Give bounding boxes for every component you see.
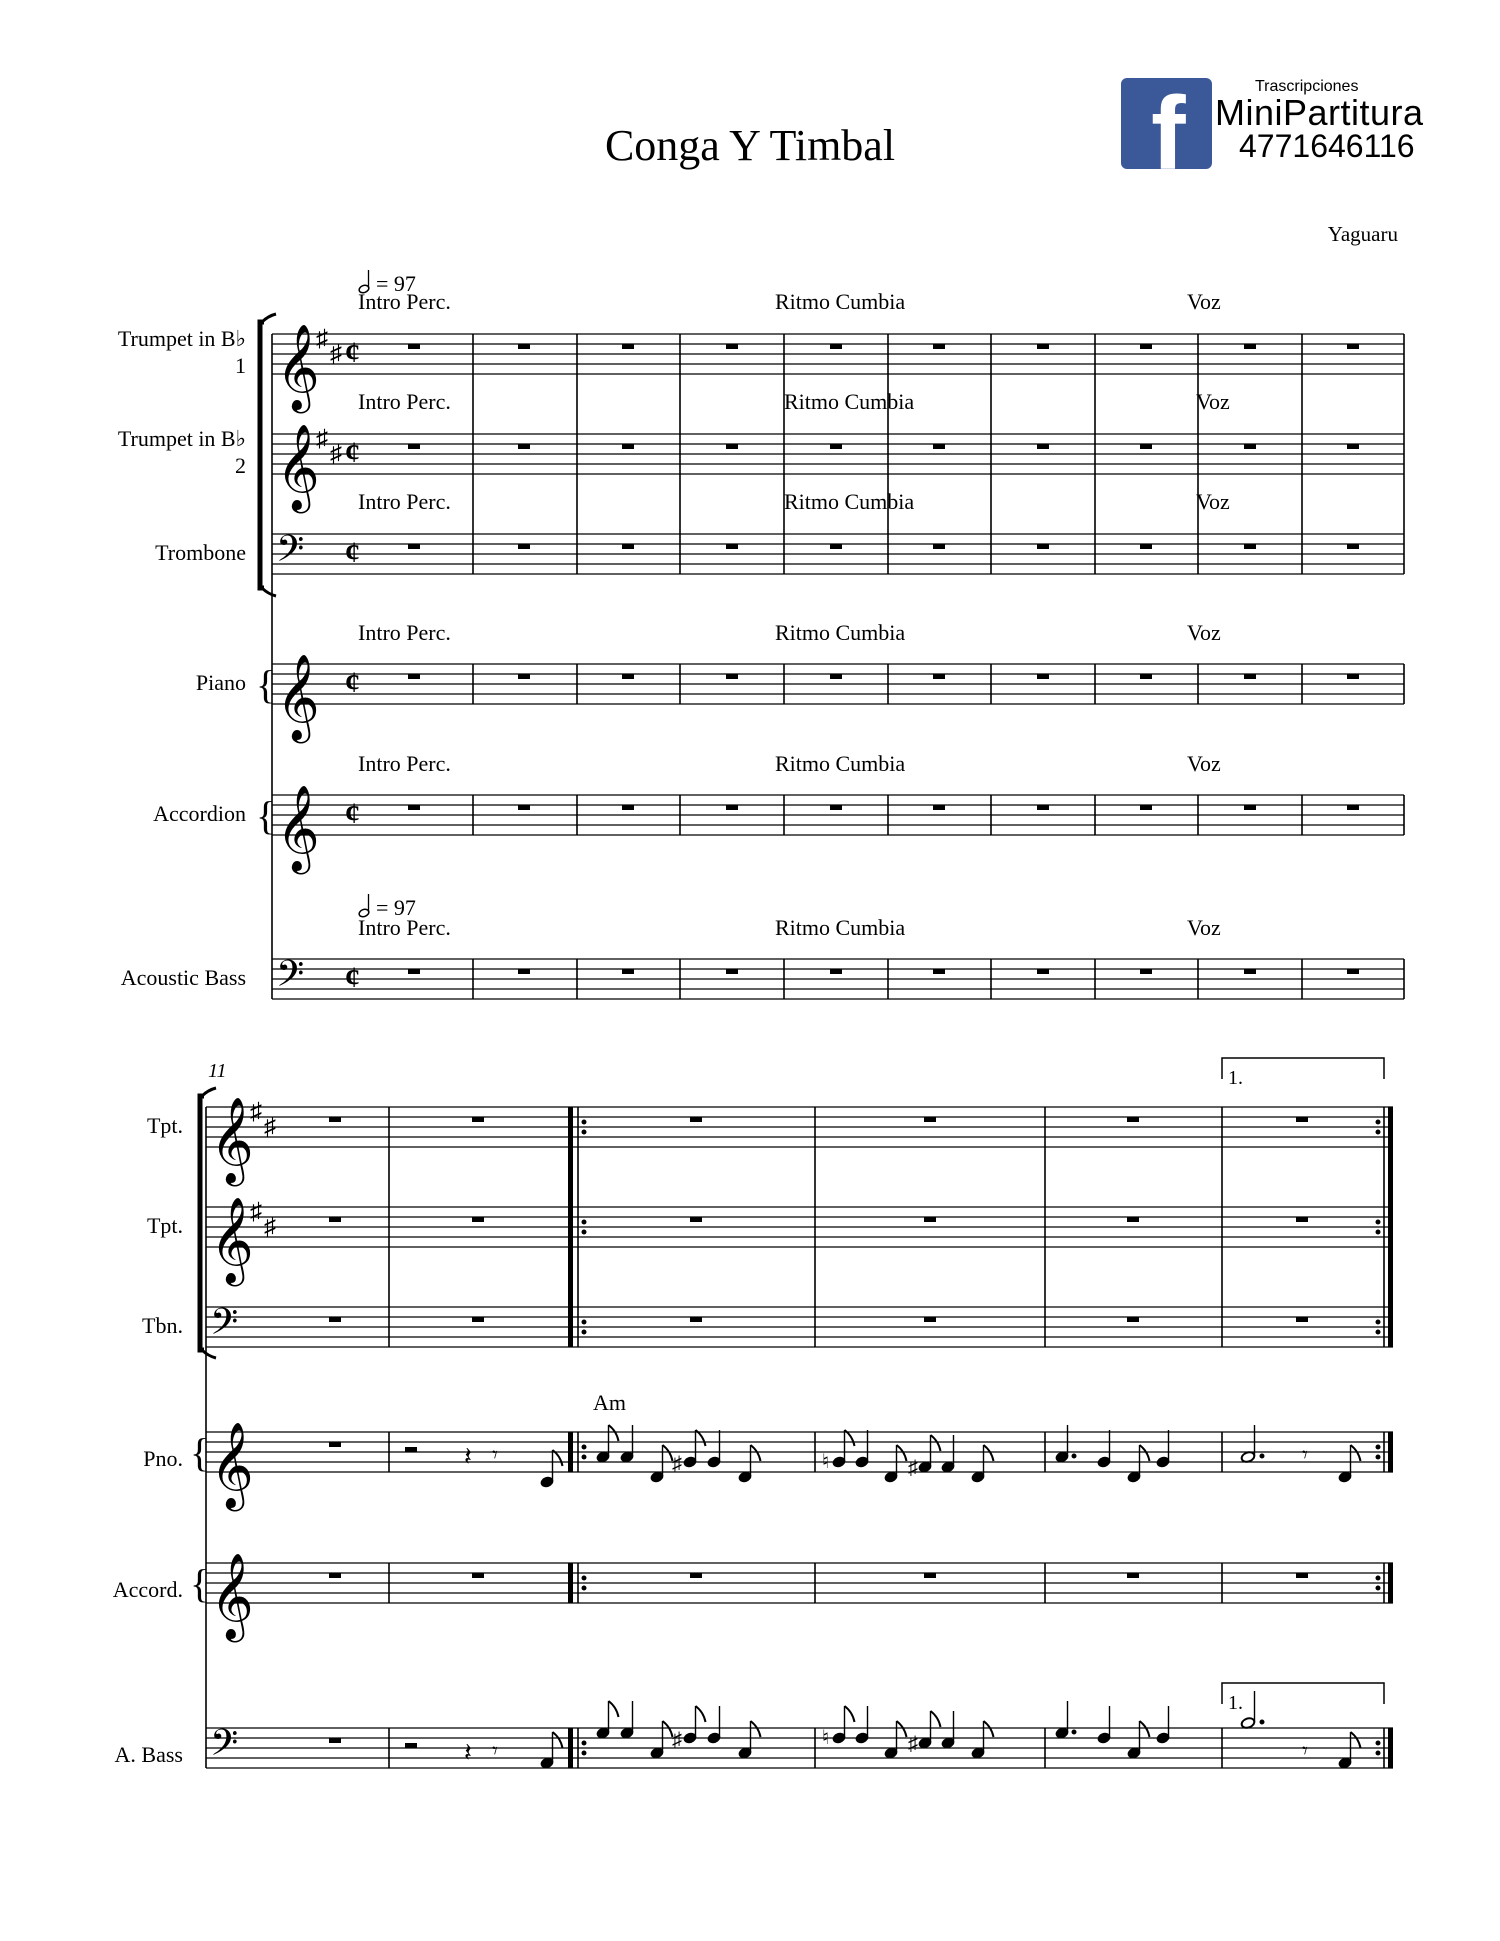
badge-brand-name: MiniPartitura xyxy=(1215,92,1424,133)
key-sharp-c: ♯ xyxy=(330,441,342,467)
key-sharp-c: ♯ xyxy=(264,1214,276,1240)
cut-time-icon: ¢ xyxy=(345,797,360,830)
score-title: Conga Y Timbal xyxy=(604,121,896,170)
cut-time-icon: ¢ xyxy=(345,336,360,369)
measure-number: 11 xyxy=(208,1060,227,1082)
instrument-number-trumpet-2: 2 xyxy=(235,453,246,478)
mark-intro: Intro Perc. xyxy=(358,751,451,776)
mark-voz: Voz xyxy=(1187,620,1221,645)
mark-ritmo: Ritmo Cumbia xyxy=(784,489,915,514)
staff-trombone xyxy=(272,529,1404,578)
cut-time-icon: ¢ xyxy=(345,536,360,569)
svg-text:𝄾: 𝄾 xyxy=(1302,1738,1308,1763)
instrument-abbr-tpt-2: Tpt. xyxy=(146,1213,183,1238)
chord-symbol: Am xyxy=(593,1390,626,1415)
treble-clef-icon: 𝄞 xyxy=(210,1200,254,1282)
staff-a-bass xyxy=(206,1723,1393,1772)
repeat-end xyxy=(1376,1107,1394,1768)
cut-time-icon: ¢ xyxy=(345,436,360,469)
instrument-number-trumpet-1: 1 xyxy=(235,353,246,378)
svg-text:♯: ♯ xyxy=(908,1733,918,1755)
brace-icon: { xyxy=(256,793,276,838)
key-sharp-f: ♯ xyxy=(250,1199,262,1225)
mark-intro: Intro Perc. xyxy=(358,489,451,514)
piano-notes xyxy=(464,1425,1361,1488)
svg-text:𝄾: 𝄾 xyxy=(492,1442,498,1467)
mark-ritmo: Ritmo Cumbia xyxy=(775,620,906,645)
composer-name: Yaguaru xyxy=(1327,222,1398,246)
bass-clef-icon: 𝄢 xyxy=(276,529,305,578)
key-sharp-f: ♯ xyxy=(316,326,328,352)
mark-ritmo: Ritmo Cumbia xyxy=(784,389,915,414)
volta-label: 1. xyxy=(1228,1067,1243,1089)
repeat-start xyxy=(568,1107,587,1768)
svg-text:𝄽: 𝄽 xyxy=(464,1738,472,1767)
instrument-name-piano: Piano xyxy=(195,670,246,695)
barlines-system-2 xyxy=(389,1107,1222,1768)
treble-clef-icon: 𝄞 xyxy=(210,1100,254,1182)
bass-clef-icon: 𝄢 xyxy=(210,1302,239,1351)
tempo-value: = 97 xyxy=(376,271,416,296)
instrument-name-trumpet-2: Trumpet in B♭ xyxy=(117,426,246,451)
treble-clef-icon: 𝄞 xyxy=(276,427,320,509)
svg-text:♯: ♯ xyxy=(908,1457,918,1479)
staff-acoustic-bass xyxy=(272,954,1404,1003)
staff-tpt-2 xyxy=(206,1199,1393,1287)
bass-clef-icon: 𝄢 xyxy=(276,954,305,1003)
mark-ritmo: Ritmo Cumbia xyxy=(775,751,906,776)
badge-top-text: Trascripciones xyxy=(1255,78,1359,95)
staff-accordion xyxy=(256,787,1404,875)
instrument-name-trumpet-1: Trumpet in B♭ xyxy=(117,326,246,351)
staff-tpt-1 xyxy=(206,1099,1393,1187)
key-sharp-c: ♯ xyxy=(330,341,342,367)
instrument-abbr-tbn: Tbn. xyxy=(142,1313,183,1338)
mark-voz: Voz xyxy=(1187,289,1221,314)
svg-text:𝄾: 𝄾 xyxy=(492,1738,498,1763)
bass-clef-icon: 𝄢 xyxy=(210,1723,239,1772)
instrument-abbr-accord: Accord. xyxy=(112,1577,183,1602)
instrument-name-accordion: Accordion xyxy=(153,801,246,826)
badge-phone: 4771646116 xyxy=(1239,128,1415,164)
staff-pno xyxy=(190,1424,1393,1512)
brass-bracket xyxy=(200,1096,204,1350)
svg-text:♯: ♯ xyxy=(672,1453,682,1475)
instrument-name-trombone: Trombone xyxy=(155,540,246,565)
svg-text:♯: ♯ xyxy=(672,1729,682,1751)
treble-clef-icon: 𝄞 xyxy=(276,327,320,409)
mark-intro: Intro Perc. xyxy=(358,620,451,645)
svg-text:𝄾: 𝄾 xyxy=(1302,1442,1308,1467)
volta-bracket-top xyxy=(1222,1058,1384,1079)
mark-voz: Voz xyxy=(1196,489,1230,514)
mark-voz: Voz xyxy=(1187,751,1221,776)
volta-bracket-bass xyxy=(1222,1683,1384,1704)
mark-ritmo: Ritmo Cumbia xyxy=(775,289,906,314)
instrument-abbr-tpt-1: Tpt. xyxy=(146,1113,183,1138)
instrument-abbr-a-bass: A. Bass xyxy=(114,1742,183,1767)
brace-icon: { xyxy=(256,662,276,707)
svg-text:♮: ♮ xyxy=(822,1727,830,1749)
system-1 xyxy=(256,314,1404,1003)
instrument-abbr-pno: Pno. xyxy=(143,1446,183,1471)
treble-clef-icon: 𝄞 xyxy=(210,1425,254,1507)
facebook-icon: f xyxy=(1121,78,1212,169)
key-sharp-c: ♯ xyxy=(264,1114,276,1140)
mark-intro: Intro Perc. xyxy=(358,289,451,314)
key-sharp-f: ♯ xyxy=(250,1099,262,1125)
staff-piano xyxy=(256,656,1404,744)
brace-icon: { xyxy=(190,1561,210,1606)
brace-icon: { xyxy=(190,1430,210,1475)
mark-voz: Voz xyxy=(1196,389,1230,414)
staff-accord xyxy=(190,1555,1393,1643)
svg-text:𝄽: 𝄽 xyxy=(464,1442,472,1471)
instrument-name-acoustic-bass: Acoustic Bass xyxy=(120,965,246,990)
cut-time-icon: ¢ xyxy=(345,961,360,994)
key-sharp-f: ♯ xyxy=(316,426,328,452)
staff-tbn xyxy=(206,1302,1393,1351)
treble-clef-icon: 𝄞 xyxy=(276,657,320,739)
system-2 xyxy=(190,1058,1393,1772)
mark-voz: Voz xyxy=(1187,915,1221,940)
tempo-value: = 97 xyxy=(376,895,416,920)
svg-text:♮: ♮ xyxy=(822,1451,830,1473)
volta-label: 1. xyxy=(1228,1692,1243,1714)
mark-intro: Intro Perc. xyxy=(358,389,451,414)
mark-ritmo: Ritmo Cumbia xyxy=(775,915,906,940)
treble-clef-icon: 𝄞 xyxy=(210,1556,254,1638)
cut-time-icon: ¢ xyxy=(345,666,360,699)
brass-bracket xyxy=(260,322,264,588)
treble-clef-icon: 𝄞 xyxy=(276,788,320,870)
mark-intro: Intro Perc. xyxy=(358,915,451,940)
rests-system-1 xyxy=(408,344,1359,974)
